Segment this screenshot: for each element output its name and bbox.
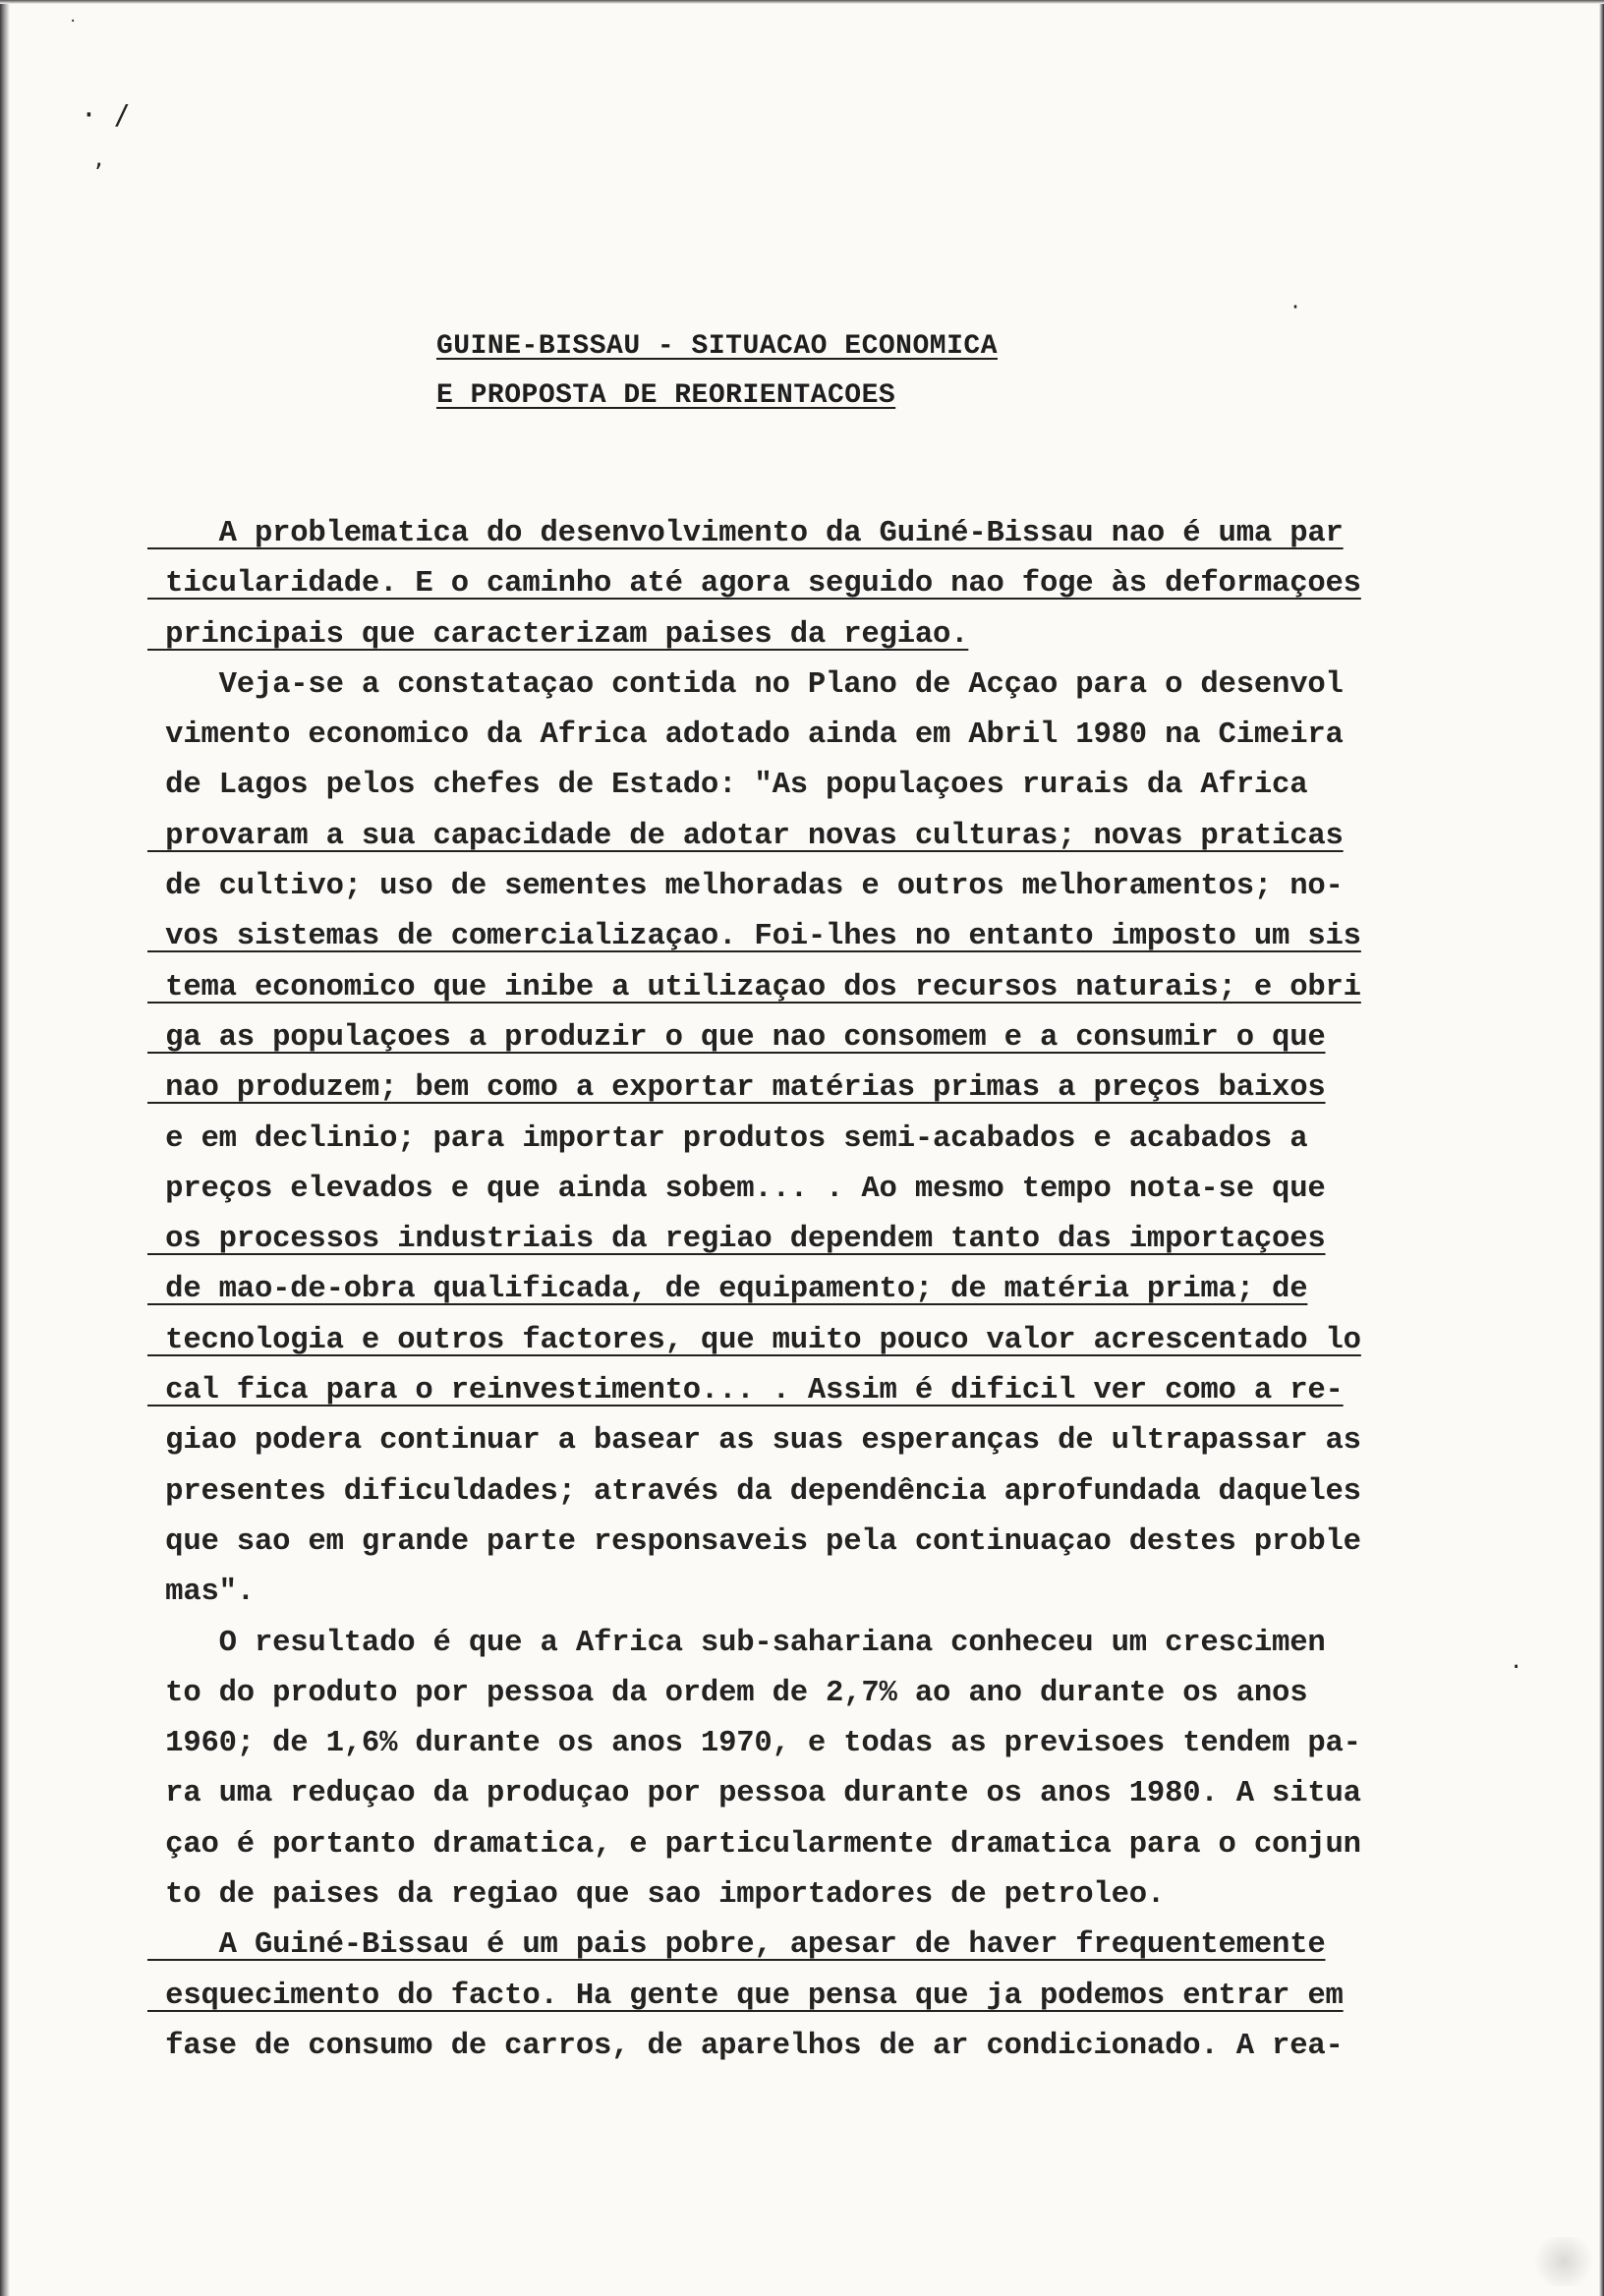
scan-edge-right bbox=[1599, 0, 1604, 2296]
title-line-1: GUINE-BISSAU - SITUACAO ECONOMICA bbox=[436, 331, 998, 362]
body-line: tema economico que inibe a utilizaçao dos recursos naturais; e obri bbox=[147, 970, 1361, 1004]
body-line: de cultivo; uso de sementes melhoradas e outros melhoramentos; no- bbox=[147, 870, 1344, 904]
body-line: de Lagos pelos chefes de Estado: "As populaçoes rurais da Africa bbox=[147, 769, 1308, 803]
body-line: de mao-de-obra qualificada, de equipamento; de matéria prima; de bbox=[147, 1273, 1308, 1307]
body-line: esquecimento do facto. Ha gente que pensa que ja podemos entrar em bbox=[147, 1979, 1344, 2013]
body-line: presentes dificuldades; através da dependência aprofundada daqueles bbox=[147, 1474, 1361, 1509]
body-line: mas". bbox=[147, 1576, 255, 1610]
body-line: vimento economico da Africa adotado ainda em Abril 1980 na Cimeira bbox=[147, 718, 1344, 753]
scan-speck: · bbox=[1510, 1655, 1523, 1680]
scan-speck: , bbox=[92, 147, 106, 172]
body-line: Veja-se a constataçao contida no Plano de Acçao para o desenvol bbox=[147, 667, 1344, 702]
body-line: ga as populaçoes a produzir o que nao consomem e a consumir o que bbox=[147, 1020, 1326, 1055]
document-body bbox=[147, 509, 1474, 2072]
title-line-2: E PROPOSTA DE REORIENTACOES bbox=[436, 380, 896, 411]
body-line: tecnologia e outros factores, que muito pouco valor acrescentado lo bbox=[147, 1323, 1361, 1357]
body-line: vos sistemas de comercializaçao. Foi-lhes no entanto imposto um sis bbox=[147, 920, 1361, 954]
body-line: 1960; de 1,6% durante os anos 1970, e todas as previsoes tendem pa- bbox=[147, 1727, 1361, 1761]
body-line: to de paises da regiao que sao importadores de petroleo. bbox=[147, 1878, 1166, 1913]
body-line: cal fica para o reinvestimento... . Assim é dificil ver como a re- bbox=[147, 1374, 1344, 1408]
body-line: giao podera continuar a basear as suas esperanças de ultrapassar as bbox=[147, 1424, 1361, 1459]
body-line: O resultado é que a Africa sub-sahariana conheceu um crescimen bbox=[147, 1626, 1326, 1660]
body-line: ra uma reduçao da produçao por pessoa durante os anos 1980. A situa bbox=[147, 1777, 1361, 1811]
scan-speck: · / bbox=[81, 98, 131, 131]
body-line: A Guiné-Bissau é um pais pobre, apesar de haver frequentemente bbox=[147, 1928, 1326, 1963]
body-line: fase de consumo de carros, de aparelhos de ar condicionado. A rea- bbox=[147, 2029, 1344, 2063]
scan-edge-left bbox=[0, 0, 10, 2296]
body-line: provaram a sua capacidade de adotar novas culturas; novas praticas bbox=[147, 819, 1344, 853]
scan-speck: · bbox=[69, 14, 78, 29]
scan-speck: · bbox=[1289, 295, 1302, 318]
document-title bbox=[436, 322, 998, 421]
body-line: principais que caracterizam paises da regiao. bbox=[147, 617, 969, 652]
scan-edge-top bbox=[0, 0, 1604, 4]
body-line: nao produzem; bem como a exportar matérias primas a preços baixos bbox=[147, 1071, 1326, 1106]
body-line: os processos industriais da regiao dependem tanto das importaçoes bbox=[147, 1223, 1326, 1257]
body-line: çao é portanto dramatica, e particularmente dramatica para o conjun bbox=[147, 1827, 1361, 1862]
scan-stain bbox=[1529, 2237, 1598, 2286]
body-line: e em declinio; para importar produtos semi-acabados e acabados a bbox=[147, 1121, 1308, 1156]
body-line: ticularidade. E o caminho até agora seguido nao foge às deformaçoes bbox=[147, 567, 1361, 602]
body-line: A problematica do desenvolvimento da Guiné-Bissau nao é uma par bbox=[147, 517, 1344, 550]
body-line: to do produto por pessoa da ordem de 2,7% ao ano durante os anos bbox=[147, 1676, 1308, 1710]
body-line: que sao em grande parte responsaveis pela continuaçao destes proble bbox=[147, 1524, 1361, 1559]
body-line: preços elevados e que ainda sobem... . Ao mesmo tempo nota-se que bbox=[147, 1172, 1326, 1206]
